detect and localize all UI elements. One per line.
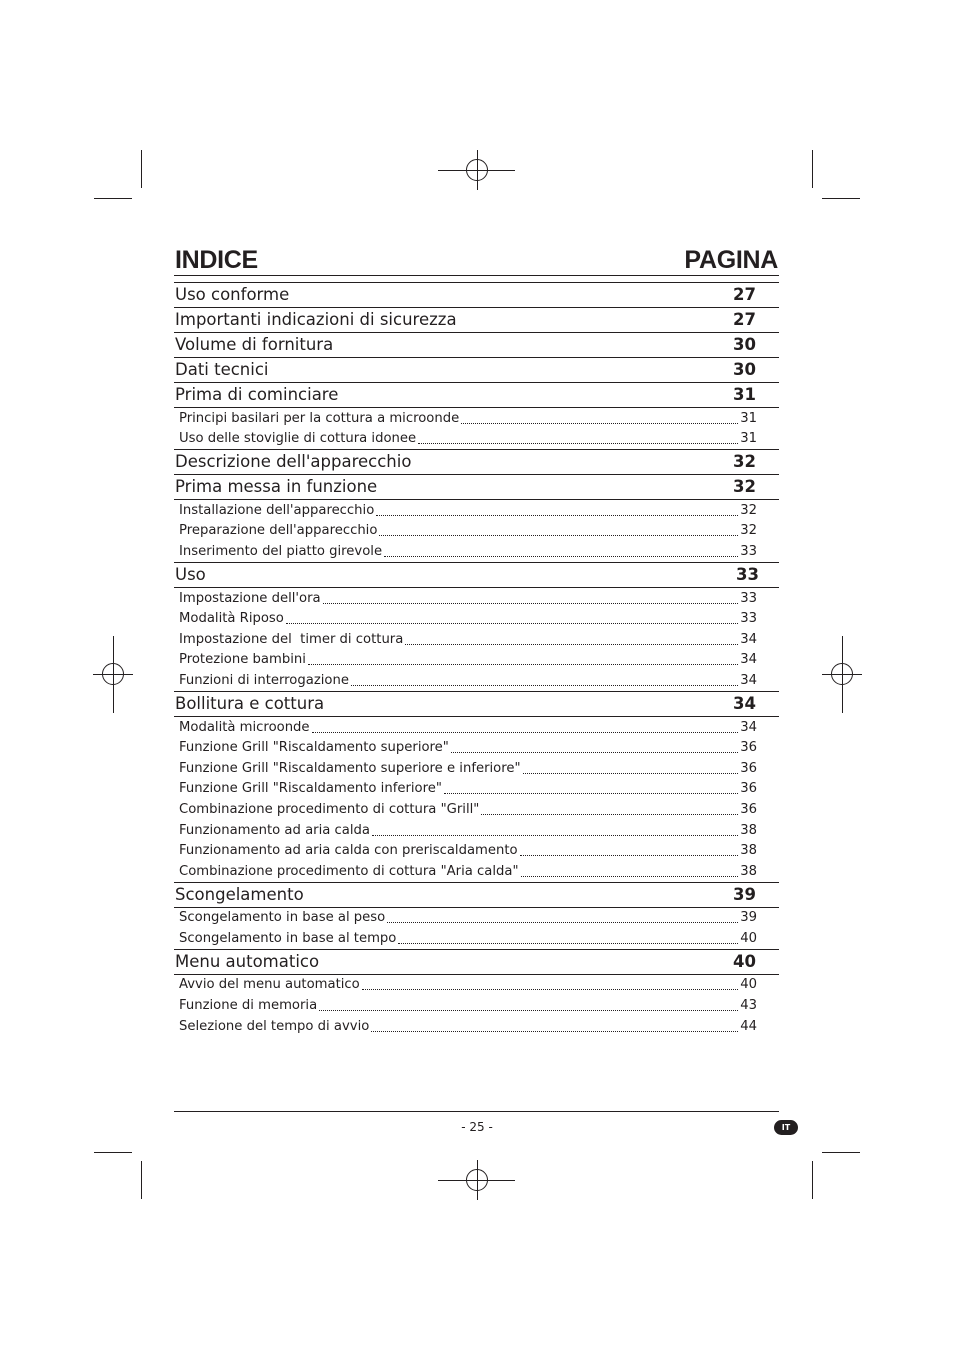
dot-leader [398,943,738,944]
toc-section [174,357,779,382]
entry-page: 38 [740,863,757,879]
entry-title: Modalità microonde [179,719,310,735]
toc-section [174,474,779,499]
dot-leader [372,835,738,836]
section-page: 34 [733,693,756,713]
entry-page: 36 [740,801,757,817]
section-page: 30 [733,335,756,354]
dot-leader [319,1010,738,1011]
entry-title: Funzione Grill "Riscaldamento inferiore" [179,781,442,797]
section-page: 32 [733,477,756,497]
entry-page: 43 [740,998,757,1014]
entry-page: 33 [740,543,757,559]
toc-section [174,882,779,907]
toc-entry [174,738,779,759]
dot-leader [444,793,738,794]
entry-title: Funzioni di interrogazione [179,672,349,688]
dot-leader [481,814,738,815]
section-title: Dati tecnici [175,360,269,379]
page-number: - 25 - [461,1120,493,1134]
index-heading: INDICE [175,246,258,274]
entry-title: Avvio del menu automatico [179,977,360,993]
entry-page: 32 [740,523,757,539]
toc-entry [174,928,779,949]
toc-entry [174,541,779,562]
table-of-contents [174,282,779,1037]
entry-title: Funzione Grill "Riscaldamento superiore" [179,740,449,756]
toc-entry [174,1016,779,1037]
dot-leader [520,855,739,856]
toc-section [174,949,779,974]
toc-section [174,307,779,332]
entry-page: 38 [740,843,757,859]
entry-title: Scongelamento in base al peso [179,910,386,926]
entry-page: 36 [740,781,757,797]
section-page: 31 [733,385,756,404]
section-page: 30 [733,360,756,379]
entry-title: Protezione bambini [179,652,306,668]
toc-entry [174,779,779,800]
entry-title: Selezione del tempo di avvio [179,1018,370,1034]
section-page: 40 [733,951,756,971]
toc-entry [174,650,779,671]
entry-page: 44 [740,1018,757,1034]
entry-page: 40 [740,930,757,946]
section-title: Uso [175,564,206,584]
entry-title: Modalità Riposo [179,611,284,627]
dot-leader [312,732,739,733]
toc-entry [174,500,779,521]
dot-leader [308,664,738,665]
section-title: Descrizione dell'apparecchio [175,452,412,472]
section-page: 27 [733,285,756,304]
entry-title: Preparazione dell'apparecchio [179,523,378,539]
dot-leader [461,423,738,424]
dot-leader [451,752,738,753]
toc-header [174,245,778,275]
header-rule [174,275,779,276]
toc-entry [174,975,779,996]
entry-title: Scongelamento in base al tempo [179,930,397,946]
toc-entry [174,758,779,779]
entry-title: Funzione Grill "Riscaldamento superiore e inferiore" [179,760,521,776]
toc-entry [174,841,779,862]
toc-entry [174,588,779,609]
footer-rule [174,1111,779,1112]
entry-page: 36 [740,760,757,776]
entry-page: 36 [740,740,757,756]
dot-leader [405,644,738,645]
entry-title: Impostazione del timer di cottura [179,631,404,647]
toc-entry [174,521,779,542]
dot-leader [323,603,739,604]
entry-page: 40 [740,977,757,993]
entry-page: 34 [740,652,757,668]
section-title: Prima messa in funzione [175,477,378,497]
section-title: Prima di cominciare [175,385,339,404]
dot-leader [371,1031,738,1032]
entry-page: 32 [740,502,757,518]
entry-page: 31 [740,410,757,426]
toc-entry [174,670,779,691]
entry-title: Funzionamento ad aria calda [179,822,370,838]
entry-page: 34 [740,631,757,647]
dot-leader [286,623,738,624]
toc-section [174,562,779,587]
entry-page: 33 [740,590,757,606]
toc-section [174,382,779,407]
entry-title: Principi basilari per la cottura a microonde [179,410,460,426]
toc-entry [174,629,779,650]
toc-entry [174,820,779,841]
toc-entry [174,408,779,429]
toc-entry [174,995,779,1016]
section-page: 32 [733,452,756,472]
dot-leader [384,556,738,557]
entry-title: Funzione di memoria [179,998,318,1014]
section-page: 39 [733,884,756,904]
section-title: Bollitura e cottura [175,693,325,713]
toc-section [174,449,779,474]
section-title: Importanti indicazioni di sicurezza [175,310,457,329]
language-badge: IT [774,1120,798,1135]
toc-entry [174,429,779,450]
toc-entry [174,799,779,820]
section-page: 27 [733,310,756,329]
toc-section [174,282,779,307]
entry-title: Funzionamento ad aria calda con preriscaldamento [179,843,518,859]
page-heading: PAGINA [684,246,778,274]
entry-page: 31 [740,431,757,447]
dot-leader [418,443,738,444]
entry-title: Combinazione procedimento di cottura "Aria calda" [179,863,519,879]
toc-section [174,691,779,716]
dot-leader [351,685,738,686]
dot-leader [376,515,738,516]
section-title: Uso conforme [175,285,290,304]
entry-title: Impostazione dell'ora [179,590,321,606]
dot-leader [387,922,738,923]
entry-title: Uso delle stoviglie di cottura idonee [179,431,417,447]
entry-page: 33 [740,611,757,627]
entry-title: Combinazione procedimento di cottura "Grill" [179,801,480,817]
section-title: Menu automatico [175,951,320,971]
entry-page: 34 [740,719,757,735]
toc-entry [174,717,779,738]
dot-leader [379,535,738,536]
section-title: Scongelamento [175,884,304,904]
dot-leader [362,989,738,990]
entry-page: 38 [740,822,757,838]
toc-entry [174,861,779,882]
section-page: 33 [736,564,759,584]
toc-entry [174,908,779,929]
entry-title: Inserimento del piatto girevole [179,543,383,559]
entry-title: Installazione dell'apparecchio [179,502,375,518]
toc-entry [174,609,779,630]
section-title: Volume di fornitura [175,335,334,354]
entry-page: 39 [740,910,757,926]
dot-leader [523,773,739,774]
dot-leader [521,876,739,877]
entry-page: 34 [740,672,757,688]
toc-section [174,332,779,357]
